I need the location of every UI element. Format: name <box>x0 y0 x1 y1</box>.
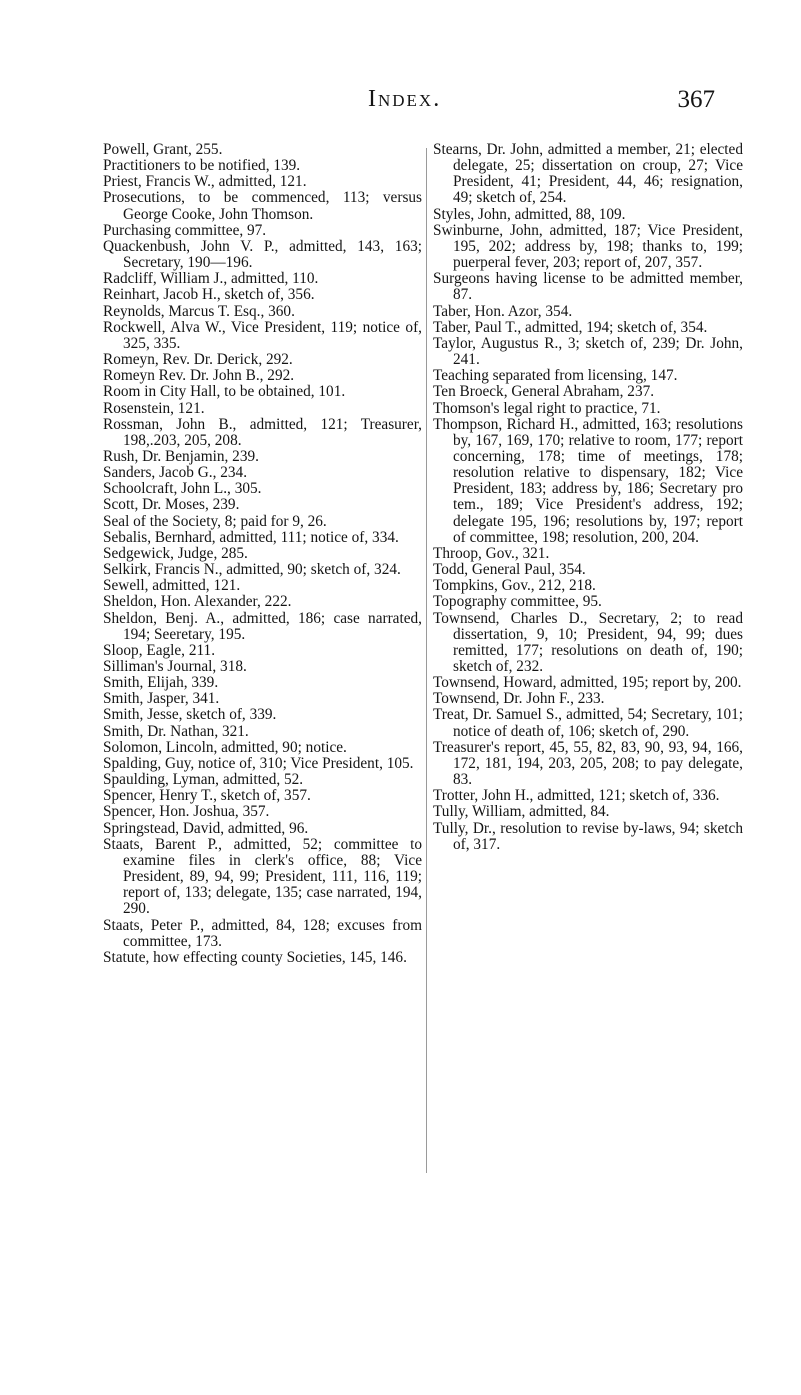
index-entry: Prosecutions, to be commenced, 113; versus George Cooke, John Thomson. <box>103 189 422 223</box>
index-entry: Topography committee, 95. <box>433 593 602 611</box>
index-entry: Smith, Dr. Nathan, 321. <box>103 722 249 740</box>
index-entry: Ten Broeck, General Abraham, 237. <box>433 383 655 401</box>
index-entry: Taber, Hon. Azor, 354. <box>433 302 573 320</box>
index-entry: Treat, Dr. Samuel S., admitted, 54; Secretary, 101; notice of death of, 106; sketch of, 290. <box>433 706 743 740</box>
index-entry: Rush, Dr. Benjamin, 239. <box>103 447 259 465</box>
index-entry: Smith, Jasper, 341. <box>103 690 220 708</box>
index-entry: Practitioners to be notified, 139. <box>103 157 301 175</box>
index-entry: Sloop, Eagle, 211. <box>103 641 216 659</box>
index-entry: Sheldon, Hon. Alexander, 222. <box>103 593 292 611</box>
index-entry: Rosenstein, 121. <box>103 399 205 417</box>
index-entry: Tully, Dr., resolution to revise by-laws, 94; sketch of, 317. <box>433 819 743 853</box>
index-entry: Reinhart, Jacob H., sketch of, 356. <box>103 286 315 304</box>
index-entry: Powell, Grant, 255. <box>103 141 223 158</box>
index-entry: Quackenbush, John V. P., admitted, 143, 163; Secretary, 190—196. <box>103 237 422 272</box>
index-entry: Taber, Paul T., admitted, 194; sketch of, 354. <box>433 318 708 336</box>
index-entry: Smith, Jesse, sketch of, 339. <box>103 706 277 724</box>
index-entry: Romeyn Rev. Dr. John B., 292. <box>103 367 295 385</box>
index-entry: Silliman's Journal, 318. <box>103 658 247 675</box>
index-entry: Townsend, Dr. John F., 233. <box>433 690 605 708</box>
index-entry: Spencer, Henry T., sketch of, 357. <box>103 787 311 805</box>
index-entry: Throop, Gov., 321. <box>433 544 550 562</box>
index-entry: Scott, Dr. Moses, 239. <box>103 496 240 514</box>
index-entry: Staats, Peter P., admitted, 84, 128; excuses from committee, 173. <box>103 916 422 950</box>
index-entry: Trotter, John H., admitted, 121; sketch of, 336. <box>433 787 720 805</box>
index-entry: Smith, Elijah, 339. <box>103 674 219 692</box>
index-entry: Surgeons having license to be admitted member, 87. <box>433 270 743 304</box>
index-entry: Solomon, Lincoln, admitted, 90; notice. <box>103 738 347 756</box>
index-entry: Sebalis, Bernhard, admitted, 111; notice of, 334. <box>103 528 399 546</box>
index-entry: Sheldon, Benj. A., admitted, 186; case narrated, 194; Seeretary, 195. <box>103 609 422 643</box>
column-divider <box>426 148 427 1173</box>
index-entry: Spencer, Hon. Joshua, 357. <box>103 803 270 821</box>
index-entry: Stearns, Dr. John, admitted a member, 21; elected delegate, 25; dissertation on croup, 27; Vice President, 41; President, 44, 46; resignation, 49; sketch of, 254. <box>433 141 743 207</box>
page-number: 367 <box>677 86 715 113</box>
index-entry: Thomson's legal right to practice, 71. <box>433 399 661 417</box>
index-entry: Romeyn, Rev. Dr. Derick, 292. <box>103 351 293 369</box>
index-entry: Selkirk, Francis N., admitted, 90; sketch of, 324. <box>103 561 401 579</box>
index-entry: Statute, how effecting county Societies, 145, 146. <box>103 948 407 966</box>
index-entry: Staats, Barent P., admitted, 52; committee to examine files in clerk's office, 88; Vice President, 89, 94, 99; President, 111, 116, 119; report of, 133; delegate, 135; case narrated, 194, 290. <box>103 835 422 918</box>
index-entry: Sanders, Jacob G., 234. <box>103 464 248 482</box>
index-entry: Rockwell, Alva W., Vice President, 119; notice of, 325, 335. <box>103 318 422 352</box>
index-entry: Tully, William, admitted, 84. <box>433 803 610 821</box>
index-entry: Spaulding, Lyman, admitted, 52. <box>103 771 304 789</box>
index-entry: Spalding, Guy, notice of, 310; Vice President, 105. <box>103 754 414 772</box>
index-entry: Seal of the Society, 8; paid for 9, 26. <box>103 512 327 530</box>
index-entry: Reynolds, Marcus T. Esq., 360. <box>103 302 295 320</box>
index-entry: Priest, Francis W., admitted, 121. <box>103 173 307 191</box>
index-column-right <box>433 142 743 853</box>
index-entry: Rossman, John B., admitted, 121; Treasurer, 198,.203, 205, 208. <box>103 415 422 449</box>
index-column-left <box>103 142 422 966</box>
index-entry: Todd, General Paul, 354. <box>433 561 586 579</box>
index-entry: Room in City Hall, to be obtained, 101. <box>103 383 346 401</box>
running-head-title: Index. <box>368 86 442 112</box>
index-entry: Radcliff, William J., admitted, 110. <box>103 270 319 288</box>
index-entry: Townsend, Charles D., Secretary, 2; to read dissertation, 9, 10; President, 94, 99; dues remitted, 177; resolutions on death of, 190; sketch of, 232. <box>433 609 743 675</box>
index-entry: Springstead, David, admitted, 96. <box>103 819 309 837</box>
index-entry: Sewell, admitted, 121. <box>103 577 241 595</box>
index-entry: Treasurer's report, 45, 55, 82, 83, 90, 93, 94, 166, 172, 181, 194, 203, 205, 208; to pay delegate, 83. <box>433 738 743 789</box>
index-entry: Townsend, Howard, admitted, 195; report by, 200. <box>433 674 742 692</box>
index-entry: Swinburne, John, admitted, 187; Vice President, 195, 202; address by, 198; thanks to, 199; puerperal fever, 203; report of, 207, 357. <box>433 221 743 272</box>
index-entry: Purchasing committee, 97. <box>103 221 267 239</box>
index-entry: Tompkins, Gov., 212, 218. <box>433 577 596 595</box>
running-head <box>0 86 801 120</box>
index-entry: Schoolcraft, John L., 305. <box>103 480 262 498</box>
index-entry: Thompson, Richard H., admitted, 163; resolutions by, 167, 169, 170; relative to room, 177; report concerning, 178; time of meetings, 178; resolution relative to dispensary, 182; Vice President, 183; address by, 186; Secretary pro tem., 189; Vice President's address, 192; delegate 195, 196; resolutions by, 197; report of committee, 198; resolution, 200, 204. <box>433 415 743 546</box>
index-entry: Sedgewick, Judge, 285. <box>103 544 248 562</box>
index-entry: Styles, John, admitted, 88, 109. <box>433 205 626 223</box>
index-entry: Teaching separated from licensing, 147. <box>433 367 678 385</box>
index-entry: Taylor, Augustus R., 3; sketch of, 239; Dr. John, 241. <box>433 334 743 369</box>
